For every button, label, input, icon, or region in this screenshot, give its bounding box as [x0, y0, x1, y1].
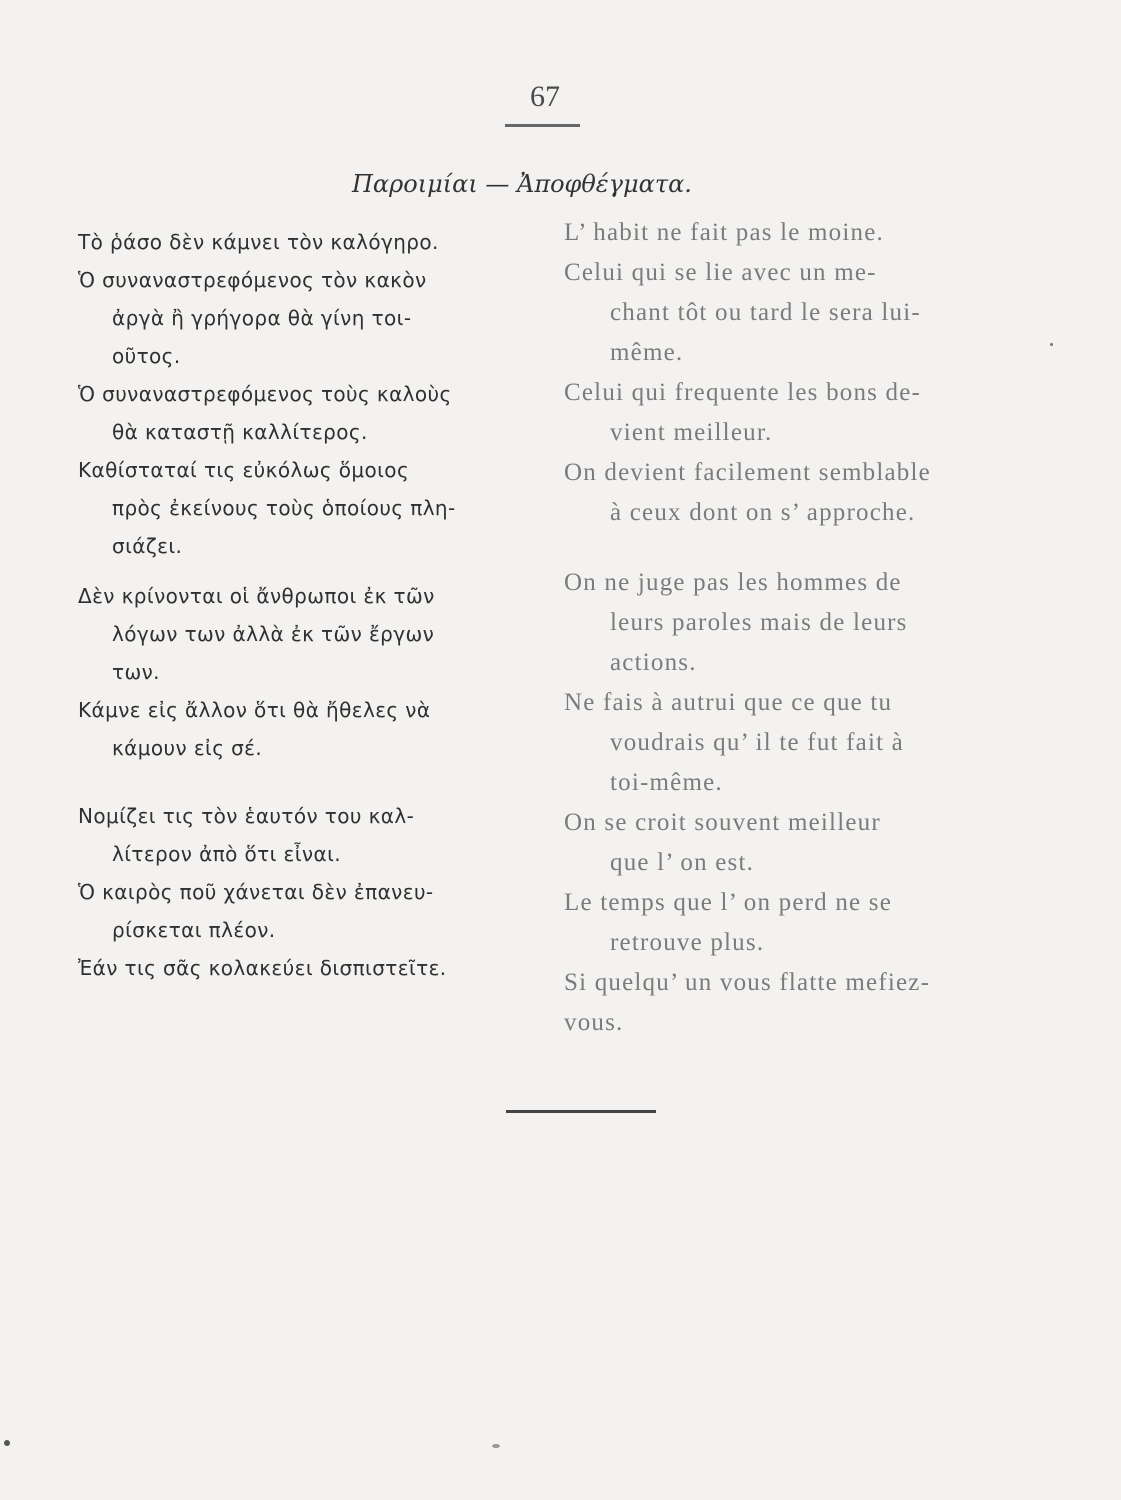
page-title: Παροιμίαι — Ἀποφθέγματα.	[352, 170, 692, 198]
greek-proverb-line: θὰ καταστῇ καλλίτερος.	[112, 420, 368, 444]
greek-proverb-line: λόγων των ἀλλὰ ἐκ τῶν ἔργων	[112, 622, 435, 646]
print-speck	[1050, 343, 1053, 346]
french-proverb-line: que l’ on est.	[610, 849, 755, 876]
french-proverb-entry	[564, 563, 1044, 683]
french-proverb-entry	[564, 453, 1044, 533]
greek-proverb-line: Κάμνε εἰς ἄλλον ὅτι θὰ ἤθελες νὰ	[78, 698, 431, 722]
french-proverb-line: Le temps que l’ on perd ne se	[564, 889, 892, 916]
french-proverb-line: Celui qui frequente les bons de-	[564, 379, 922, 406]
french-proverb-line: Ne fais à autrui que ce que tu	[564, 689, 893, 716]
greek-proverb-entry	[78, 375, 548, 451]
french-proverb-entry	[564, 883, 1044, 963]
greek-proverb-line: Ὁ καιρὸς ποῦ χάνεται δὲν ἐπανευ-	[78, 880, 434, 904]
print-speck	[4, 1440, 10, 1446]
greek-proverb-line: Τὸ ῥάσο δὲν κάμνει τὸν καλόγηρο.	[78, 230, 439, 254]
greek-proverb-line: πρὸς ἐκείνους τοὺς ὁποίους πλη-	[112, 496, 456, 520]
greek-proverb-line: Νομίζει τις τὸν ἑαυτόν του καλ-	[78, 804, 415, 828]
french-proverb-line: Celui qui se lie avec un me-	[564, 259, 877, 286]
french-proverb-entry	[564, 683, 1044, 803]
french-proverb-line: actions.	[610, 649, 697, 676]
french-proverb-entry	[564, 373, 1044, 453]
greek-proverbs-column	[78, 223, 548, 987]
french-proverb-line: On se croit souvent meilleur	[564, 809, 881, 836]
greek-proverb-entry	[78, 873, 548, 949]
french-proverbs-column	[564, 213, 1044, 1043]
spacer	[78, 565, 548, 577]
greek-proverb-entry	[78, 577, 548, 691]
french-proverb-entry	[564, 963, 1044, 1043]
greek-proverb-entry	[78, 451, 548, 565]
french-proverb-entry	[564, 253, 1044, 373]
page-number: 67	[530, 80, 560, 113]
spacer	[78, 767, 548, 797]
french-proverb-line: leurs paroles mais de leurs	[610, 609, 908, 636]
greek-proverb-line: Δὲν κρίνονται οἱ ἄνθρωποι ἐκ τῶν	[78, 584, 435, 608]
french-proverb-line: On ne juge pas les hommes de	[564, 569, 902, 596]
spacer	[564, 533, 1044, 563]
french-proverb-line: toi-même.	[610, 769, 723, 796]
french-proverb-line: voudrais qu’ il te fut fait à	[610, 729, 904, 756]
greek-proverb-line: οῦτος.	[112, 344, 181, 368]
greek-proverb-entry	[78, 949, 548, 987]
greek-proverb-line: λίτερον ἀπὸ ὅτι εἶναι.	[112, 842, 341, 866]
greek-proverb-line: κάμουν εἰς σέ.	[112, 736, 263, 760]
greek-proverb-line: των.	[112, 660, 160, 684]
greek-proverb-line: Καθίσταταί τις εὐκόλως ὅμοιος	[78, 458, 410, 482]
greek-proverb-entry	[78, 797, 548, 873]
greek-proverb-entry	[78, 223, 548, 261]
french-proverb-line: L’ habit ne fait pas le moine.	[564, 219, 884, 246]
french-proverb-line: Si quelqu’ un vous flatte mefiez-	[564, 969, 931, 996]
french-proverb-line: chant tôt ou tard le sera lui-	[610, 299, 921, 326]
french-proverb-entry	[564, 213, 1044, 253]
greek-proverb-line: Ὁ συναναστρεφόμενος τὸν κακὸν	[78, 268, 427, 292]
page-number-rule	[505, 124, 580, 127]
french-proverb-line: vient meilleur.	[610, 419, 773, 446]
french-proverb-line: à ceux dont on s’ approche.	[610, 499, 916, 526]
french-proverb-line: retrouve plus.	[610, 929, 765, 956]
french-proverb-entry	[564, 803, 1044, 883]
end-rule	[506, 1110, 656, 1113]
french-proverb-line: On devient facilement semblable	[564, 459, 931, 486]
greek-proverb-line: Ἐάν τις σᾶς κολακεύει δισπιστεῖτε.	[78, 956, 447, 980]
french-proverb-line: vous.	[564, 1009, 624, 1036]
french-proverb-line: même.	[610, 339, 684, 366]
print-speck	[492, 1444, 500, 1448]
greek-proverb-line: ρίσκεται πλέον.	[112, 918, 276, 942]
greek-proverb-entry	[78, 261, 548, 375]
greek-proverb-entry	[78, 691, 548, 767]
greek-proverb-line: ἀργὰ ἢ γρήγορα θὰ γίνη τοι-	[112, 306, 412, 330]
greek-proverb-line: Ὁ συναναστρεφόμενος τοὺς καλοὺς	[78, 382, 452, 406]
greek-proverb-line: σιάζει.	[112, 534, 183, 558]
